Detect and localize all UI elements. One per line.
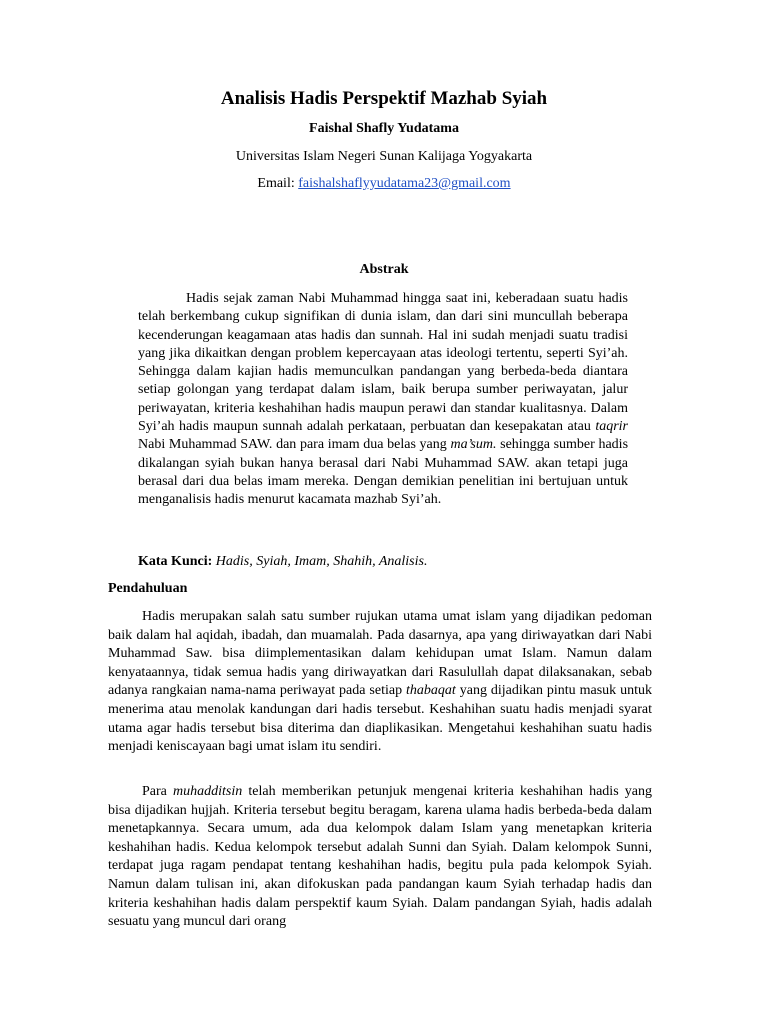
- term-muhadditsin: muhadditsin: [173, 784, 243, 799]
- paragraph-2-part-b: telah memberikan petunjuk mengenai kriteria keshahihan hadis yang bisa dijadikan hujjah. Kriteria tersebut begitu beragam, karena ulama hadis berbeda-beda dalam menetapkannya. Secara umum, ada dua kelompok dalam Islam yang menetapkan kriteria keshahihan hadis. Kedua kelompok tersebut adalah Sunni dan Syiah. Dalam kelompok Sunni, terdapat juga ragam pendapat tentang keshahihan hadis, begitu pula pada kelompok Syiah. Namun dalam tulisan ini, akan difokuskan pada pandangan kaum Syiah terhadap hadis dan kriteria keshahihan hadis dalam perspektif kaum Syiah. Dalam pandangan Syiah, hadis adalah sesuatu yang muncul dari orang: [108, 784, 652, 930]
- abstract-heading: Abstrak: [359, 262, 409, 277]
- introduction-paragraph-2: [108, 783, 652, 932]
- abstract-text-part-3: sehingga sumber hadis dikalangan syiah bukan hanya berasal dari Nabi Muhammad SAW. akan tetapi juga berasal dari dua belas imam mereka. Dengan demikian penelitian ini bertujuan untuk menganalisis hadis menurut kacamata mazhab Syi’ah.: [138, 437, 629, 508]
- paragraph-2-part-a: Para: [142, 784, 173, 799]
- email-link[interactable]: faishalshaflyyudatama23@gmail.com: [298, 176, 511, 191]
- section-heading-introduction: Pendahuluan: [108, 581, 188, 596]
- author-name: Faishal Shafly Yudatama: [309, 121, 459, 136]
- term-thabaqat: thabaqat: [406, 683, 456, 699]
- abstract-text: [138, 290, 628, 510]
- keywords-terms: Hadis, Syiah, Imam, Shahih, Analisis.: [215, 554, 428, 569]
- abstract-term-masum: ma’sum.: [450, 437, 497, 453]
- author-affiliation: Universitas Islam Negeri Sunan Kalijaga Yogyakarta: [235, 149, 533, 164]
- abstract-term-taqrir: taqrir: [595, 419, 628, 435]
- keywords-line: [138, 554, 628, 570]
- keywords-label: Kata Kunci:: [138, 554, 216, 569]
- paragraph-1-part-a: Hadis merupakan salah satu sumber rujukan utama umat islam yang dijadikan pedoman baik dalam hal aqidah, ibadah, dan muamalah. Pada dasarnya, apa yang diriwayatkan dari Nabi Muhammad Saw. bisa diimplementasikan dalam kehidupan umat Islam. Namun dalam kenyataannya, tidak semua hadis yang diriwayatkan dari Rasulullah dapat dilaksanakan, sebab adanya rangkaian nama-nama periwayat pada setiap: [108, 609, 652, 699]
- abstract-text-part-1: Hadis sejak zaman Nabi Muhammad hingga saat ini, keberadaan suatu hadis telah berkembang cukup signifikan di dunia islam, dan dari sini muncullah beberapa kecenderungan keagamaan atas hadis dan sunnah. Hal ini sudah menjadi suatu tradisi yang jika dikaitkan dengan problem kepercayaan atas ideologi tertentu, seperti Syi’ah. Sehingga dalam kajian hadis memunculkan pandangan yang berbeda-beda diantara setiap golongan yang terdapat dalam islam, baik berupa sumber periwayatan, jalur periwayatan, kriteria keshahihan hadis maupun perawi dan standar kualitasnya. Dalam Syi’ah hadis maupun sunnah adalah perkataan, perbuatan dan kesepakatan atau: [138, 291, 628, 435]
- paper-title: Analisis Hadis Perspektif Mazhab Syiah: [220, 88, 548, 109]
- introduction-paragraph-1: [108, 608, 652, 757]
- author-email: [0, 176, 768, 192]
- paragraph-1-part-b: yang dijadikan pintu masuk untuk menerima atau menolak kandungan dari hadis tersebut. Keshahihan suatu hadis menjadi syarat utama agar hadis tersebut bisa diterima dan diaplikasikan. Mengetahui keshahihan suatu hadis menjadi keniscayaan bagi umat islam itu sendiri.: [108, 683, 652, 755]
- abstract-text-part-2: Nabi Muhammad SAW. dan para imam dua belas yang: [138, 437, 451, 453]
- email-label: Email:: [257, 176, 299, 191]
